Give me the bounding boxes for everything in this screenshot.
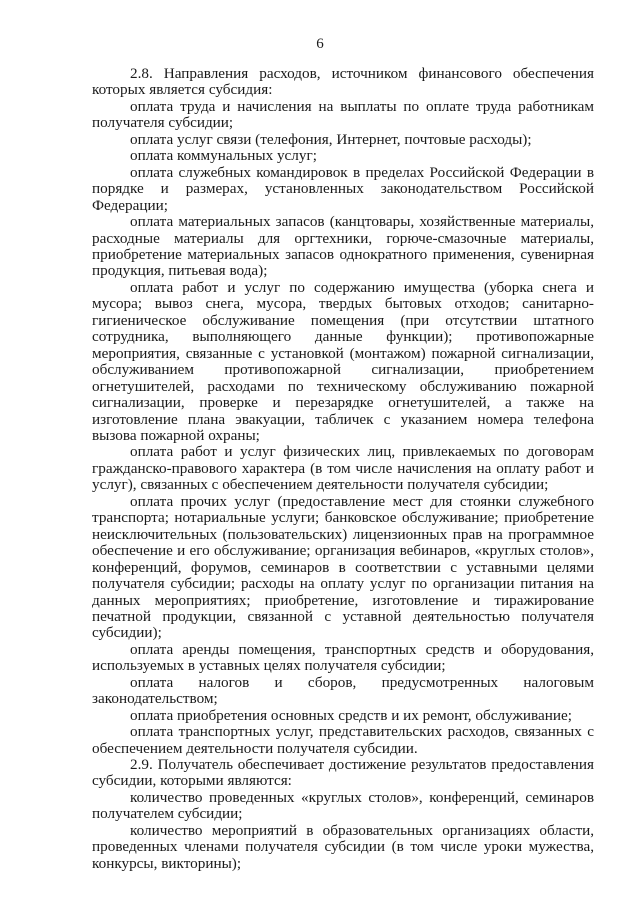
list-item: оплата налогов и сборов, предусмотренных налоговым законодательством; <box>92 673 594 708</box>
paragraph-2-9: 2.9. Получатель обеспечивает достижение результатов предоставления субсидии, которыми являются: <box>92 756 594 790</box>
list-item: оплата труда и начисления на выплаты по оплате труда работникам получателя субсидии; <box>92 97 594 132</box>
list-item: оплата работ и услуг по содержанию имущества (уборка снега и мусора; вывоз снега, мусора, твердых бытовых отходов; санитарно-гигиеническое обслуживание помещения (при отсутствии штатного сотрудника, выполняющего данные функции); противопожарные мероприятия, связанные с установкой (монтажом) пожарной сигнализации, обслуживанием противопожарной сигнализации, приобретением огнетушителей, расходами по техническому обслуживанию пожарной сигнализации, проверке и перезарядке огнетушителей, а также на изготовление плана эвакуации, табличек с указанием номера телефона вызова пожарной охраны; <box>92 278 594 444</box>
document-body <box>92 66 594 872</box>
list-item: оплата коммунальных услуг; <box>130 147 317 165</box>
list-item: оплата прочих услуг (предоставление мест для стоянки служебного транспорта; нотариальные услуги; банковское обслуживание; приобретение неисключительных (пользовательских) лицензионных прав на программное обеспечение и его обслуживание; организация вебинаров, «круглых столов», конференций, форумов, семинаров в соответствии с уставными целями получателя субсидии; расходы на оплату услуг по организации питания на данных мероприятиях; приобретение, изготовление и тиражирование печатной продукции, связанной с уставной деятельностью получателя субсидии); <box>92 492 594 642</box>
list-item: оплата приобретения основных средств и их ремонт, обслуживание; <box>130 706 572 724</box>
list-item: оплата аренды помещения, транспортных средств и оборудования, используемых в уставных целях получателя субсидии; <box>92 640 594 675</box>
list-item: количество мероприятий в образовательных организациях области, проведенных членами получателя субсидии (в том числе уроки мужества, конкурсы, викторины); <box>92 821 594 872</box>
paragraph-2-8: 2.8. Направления расходов, источником финансового обеспечения которых является субсидия: <box>92 65 594 99</box>
list-item: оплата работ и услуг физических лиц, привлекаемых по договорам гражданско-правового характера (в том числе начисления на оплату работ и услуг), связанных с обеспечением деятельности получателя субсидии; <box>92 443 594 494</box>
page-number: 6 <box>316 36 324 52</box>
list-item: оплата услуг связи (телефония, Интернет, почтовые расходы); <box>130 130 532 148</box>
list-item: количество проведенных «круглых столов», конференций, семинаров получателем субсидии; <box>92 788 594 823</box>
list-item: оплата служебных командировок в пределах Российской Федерации в порядке и размерах, установленных законодательством Российской Федерации; <box>92 163 594 214</box>
list-item: оплата транспортных услуг, представительских расходов, связанных с обеспечением деятельности получателя субсидии. <box>92 723 594 757</box>
list-item: оплата материальных запасов (канцтовары, хозяйственные материалы, расходные материалы для оргтехники, горюче-смазочные материалы, приобретение материальных запасов однократного применения, сувенирная продукция, питьевая вода); <box>92 213 594 280</box>
